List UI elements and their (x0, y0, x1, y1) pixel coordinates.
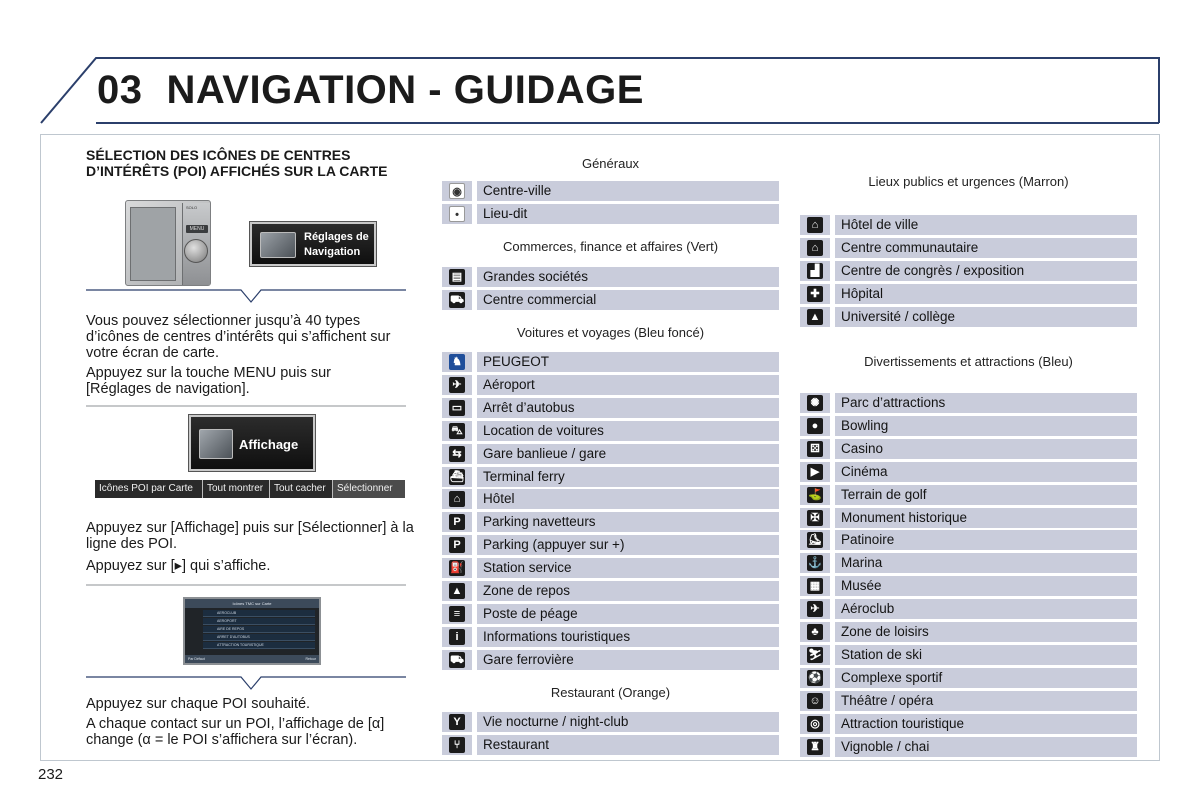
poi-label: Terrain de golf (835, 485, 1137, 505)
select-poi-instruction: Appuyez sur chaque POI souhaité. (86, 696, 311, 712)
amusement-park-icon: ✺ (807, 395, 823, 411)
poi-row (442, 421, 779, 441)
poi-icon-cell (442, 375, 472, 395)
convention-center-icon: ▟ (807, 263, 823, 279)
poi-label: Zone de repos (477, 581, 779, 601)
category-heading: Voitures et voyages (Bleu foncé) (516, 325, 705, 340)
poi-row (800, 462, 1137, 482)
poi-icon-cell (442, 581, 472, 601)
select-button[interactable]: Sélectionner (333, 480, 405, 498)
locality-icon: • (449, 206, 465, 222)
car-rental-icon: ⛍ (449, 423, 465, 439)
museum-icon: ▦ (807, 578, 823, 594)
sports-complex-icon: ⚽ (808, 671, 822, 684)
poi-icon-cell (800, 599, 830, 619)
leisure-area-icon: ♣ (807, 624, 823, 640)
poi-icon-cell (800, 668, 830, 688)
poi-label: Arrêt d’autobus (477, 398, 779, 418)
poi-label: Centre communautaire (835, 238, 1137, 258)
ice-rink-icon: ⛸ (808, 534, 822, 547)
park-ride-icon: P (449, 514, 465, 530)
poi-list-screen-footer (185, 655, 319, 663)
info-icon: i (449, 629, 465, 645)
default-button[interactable]: Par Défaut (188, 657, 205, 661)
poi-label: Aéroport (477, 375, 779, 395)
poi-label: Bowling (835, 416, 1137, 436)
device-top-label: SOLO (186, 205, 198, 210)
poi-row (442, 604, 779, 624)
arrow-instruction-suffix: ] qui s’affiche. (181, 558, 271, 574)
section-title: SÉLECTION DES ICÔNES DE CENTRES D’INTÉRÊTS (POI) AFFICHÉS SUR LA CARTE (86, 147, 388, 179)
poi-row (442, 627, 779, 647)
poi-row (442, 444, 779, 464)
poi-icon-cell (800, 284, 830, 304)
poi-icon-cell (800, 530, 830, 550)
poi-icon-cell (442, 712, 472, 732)
poi-label: Parc d’attractions (835, 393, 1137, 413)
tourist-attraction-icon: ◎ (807, 716, 823, 732)
poi-label: Location de voitures (477, 421, 779, 441)
poi-icon-cell (800, 416, 830, 436)
poi-row (442, 181, 779, 201)
cutlery-icon: ⑂ (449, 737, 465, 753)
bowling-icon: ● (807, 418, 823, 434)
poi-label: Théâtre / opéra (835, 691, 1137, 711)
parking-icon: P (449, 537, 465, 553)
poi-label: PEUGEOT (477, 352, 779, 372)
poi-label: Hôpital (835, 284, 1137, 304)
poi-icon-cell (800, 576, 830, 596)
poi-label: Grandes sociétés (477, 267, 779, 287)
casino-dice-icon: ⚄ (807, 441, 823, 457)
poi-row (442, 558, 779, 578)
poi-row (442, 650, 779, 670)
poi-label: Cinéma (835, 462, 1137, 482)
shopping-cart-icon: ⛟ (450, 293, 464, 306)
nav-settings-button[interactable] (250, 222, 376, 266)
bus-icon: ▭ (449, 400, 465, 416)
device-illustration (125, 200, 211, 286)
poi-label: Station de ski (835, 645, 1137, 665)
railway-station-icon: ⛟ (450, 653, 464, 666)
poi-icon-cell (800, 691, 830, 711)
poi-icon-cell (800, 439, 830, 459)
poi-icon-cell (800, 737, 830, 757)
poi-icon-cell (800, 553, 830, 573)
hide-all-button[interactable]: Tout cacher (270, 480, 333, 498)
poi-label: Centre-ville (477, 181, 779, 201)
poi-row (442, 489, 779, 509)
poi-row (800, 393, 1137, 413)
peugeot-lion-icon: ♞ (449, 354, 465, 370)
poi-icon-cell (800, 462, 830, 482)
poi-icon-cell (800, 508, 830, 528)
city-center-icon: ◉ (449, 183, 465, 199)
poi-icon-cell (442, 512, 472, 532)
poi-label: Patinoire (835, 530, 1137, 550)
hotel-bed-icon: ⌂ (449, 491, 465, 507)
poi-row (800, 485, 1137, 505)
poi-row (800, 622, 1137, 642)
poi-row (800, 737, 1137, 757)
poi-row (442, 290, 779, 310)
poi-row (800, 508, 1137, 528)
poi-icon-cell (800, 622, 830, 642)
poi-list-row[interactable]: AEROCLUB (203, 610, 315, 617)
nav-settings-label-line2: Navigation (304, 246, 361, 258)
intro-paragraph: Vous pouvez sélectionner jusqu’à 40 types d’icônes de centres d’intérêts qui s’affichent sur votre écran de carte. (86, 313, 391, 361)
poi-icon-cell (800, 238, 830, 258)
chapter-title-text: NAVIGATION - GUIDAGE (166, 68, 644, 112)
monument-icon: ✠ (807, 510, 823, 526)
poi-label: Attraction touristique (835, 714, 1137, 734)
poi-icon-cell (442, 489, 472, 509)
poi-icon-cell (800, 261, 830, 281)
poi-list-row[interactable]: ARRET D'AUTOBUS (203, 634, 315, 641)
page-number: 232 (38, 766, 64, 783)
train-station-icon: ⇆ (449, 446, 465, 462)
town-hall-icon: ⌂ (807, 217, 823, 233)
show-all-button[interactable]: Tout montrer (203, 480, 270, 498)
poi-row (442, 512, 779, 532)
theatre-masks-icon: ☺ (807, 693, 823, 709)
poi-label: Gare banlieue / gare (477, 444, 779, 464)
poi-icon-cell (442, 290, 472, 310)
toggle-explanation: A chaque contact sur un POI, l’affichage de [α] change (α = le POI s’affichera sur l’écran). (86, 716, 385, 748)
poi-row (800, 238, 1137, 258)
poi-label: Vie nocturne / night-club (477, 712, 779, 732)
menu-instruction: Appuyez sur la touche MENU puis sur [Réglages de navigation]. (86, 365, 331, 397)
arrow-instruction (86, 558, 406, 574)
poi-icon-cell (442, 650, 472, 670)
poi-icon-cell (800, 645, 830, 665)
poi-icon-cell (442, 558, 472, 578)
graduation-cap-icon: ▲ (807, 309, 823, 325)
poi-icon-cell (800, 393, 830, 413)
divider-1 (86, 288, 406, 304)
poi-row (800, 307, 1137, 327)
poi-label: Marina (835, 553, 1137, 573)
instructions-column (86, 147, 426, 179)
anchor-icon: ⚓ (808, 557, 822, 570)
arrow-instruction-prefix: Appuyez sur [ (86, 558, 175, 574)
poi-icon-cell (800, 307, 830, 327)
cinema-camera-icon: ▶ (807, 464, 823, 480)
poi-label: Zone de loisirs (835, 622, 1137, 642)
poi-list-screen (183, 597, 321, 665)
aeroclub-icon: ✈ (807, 601, 823, 617)
category-heading: Divertissements et attractions (Bleu) (864, 354, 1073, 369)
poi-list-row[interactable]: ATTRACTION TOURISTIQUE (203, 642, 315, 649)
poi-label: Centre commercial (477, 290, 779, 310)
fuel-pump-icon: ⛽ (450, 562, 464, 575)
poi-icon-cell (800, 485, 830, 505)
nav-settings-icon (260, 232, 296, 258)
poi-label: Monument historique (835, 508, 1137, 528)
poi-label: Hôtel de ville (835, 215, 1137, 235)
poi-row (442, 712, 779, 732)
airplane-icon: ✈ (449, 377, 465, 393)
poi-icon-cell (442, 352, 472, 372)
poi-row (442, 267, 779, 287)
rest-area-icon: ▲ (449, 583, 465, 599)
chapter-number: 03 (97, 68, 143, 112)
poi-label: Aéroclub (835, 599, 1137, 619)
poi-label: Lieu-dit (477, 204, 779, 224)
poi-row (800, 714, 1137, 734)
ferry-icon: ⛴ (450, 470, 464, 483)
poi-row (800, 416, 1137, 436)
poi-icon-cell (442, 398, 472, 418)
poi-icon-cell (442, 627, 472, 647)
poi-icon-cell (442, 181, 472, 201)
poi-label: Vignoble / chai (835, 737, 1137, 757)
poi-label: Parking navetteurs (477, 512, 779, 532)
poi-label: Hôtel (477, 489, 779, 509)
poi-row (800, 215, 1137, 235)
category-heading: Commerces, finance et affaires (Vert) (502, 239, 719, 254)
golf-icon: ⛳ (808, 488, 822, 501)
poi-label: Musée (835, 576, 1137, 596)
poi-icon-cell (800, 215, 830, 235)
poi-list-row[interactable]: AEROPORT (203, 618, 315, 625)
chapter-title (97, 68, 644, 113)
wine-bottle-icon: ♜ (807, 739, 823, 755)
poi-row (800, 530, 1137, 550)
poi-icon-cell (442, 535, 472, 555)
poi-row (800, 576, 1137, 596)
poi-label: Terminal ferry (477, 467, 779, 487)
poi-label: Centre de congrès / exposition (835, 261, 1137, 281)
affichage-label: Affichage (239, 437, 299, 452)
poi-icon-cell (442, 735, 472, 755)
poi-icon-cell (442, 604, 472, 624)
poi-label: Gare ferrovière (477, 650, 779, 670)
poi-icon-cell (442, 267, 472, 287)
poi-row (800, 668, 1137, 688)
poi-row (800, 645, 1137, 665)
poi-row (442, 535, 779, 555)
poi-row (442, 467, 779, 487)
category-heading: Lieux publics et urgences (Marron) (868, 174, 1069, 189)
poi-row (442, 581, 779, 601)
ski-icon: ⛷ (808, 648, 822, 661)
affichage-instruction: Appuyez sur [Affichage] puis sur [Sélectionner] à la ligne des POI. (86, 520, 414, 552)
poi-row (800, 599, 1137, 619)
category-heading: Restaurant (Orange) (550, 685, 671, 700)
poi-bar-label: Icônes POI par Carte (95, 480, 203, 498)
poi-label: Informations touristiques (477, 627, 779, 647)
hospital-icon: ✚ (807, 286, 823, 302)
cocktail-icon: Y (449, 714, 465, 730)
poi-row (442, 398, 779, 418)
back-button[interactable]: Retour (305, 657, 316, 661)
poi-row (442, 204, 779, 224)
device-screen (130, 207, 176, 281)
poi-label: Poste de péage (477, 604, 779, 624)
poi-row (800, 439, 1137, 459)
poi-row (800, 261, 1137, 281)
poi-label: Complexe sportif (835, 668, 1137, 688)
poi-label: Restaurant (477, 735, 779, 755)
poi-row (442, 352, 779, 372)
poi-label: Station service (477, 558, 779, 578)
device-knob (184, 239, 208, 263)
nav-settings-label-line1: Réglages de (304, 231, 369, 243)
community-center-icon: ⌂ (807, 240, 823, 256)
poi-row (442, 375, 779, 395)
poi-icon-cell (800, 714, 830, 734)
poi-row (800, 284, 1137, 304)
poi-settings-bar (95, 480, 405, 498)
category-heading: Généraux (581, 156, 640, 171)
poi-label: Université / collège (835, 307, 1137, 327)
poi-label: Casino (835, 439, 1137, 459)
poi-list-screen-title: Icônes TMC sur Carte (185, 599, 319, 608)
affichage-button[interactable] (189, 415, 315, 471)
poi-icon-cell (442, 444, 472, 464)
poi-row (442, 735, 779, 755)
poi-list-row[interactable]: AIRE DE REPOS (203, 626, 315, 633)
device-menu-button: MENU (186, 225, 208, 233)
company-icon: ▤ (449, 269, 465, 285)
affichage-icon (199, 429, 233, 459)
poi-label: Parking (appuyer sur +) (477, 535, 779, 555)
poi-icon-cell (442, 467, 472, 487)
divider-4 (86, 675, 406, 691)
poi-icon-cell (442, 204, 472, 224)
poi-row (800, 553, 1137, 573)
toll-icon: ≡ (449, 606, 465, 622)
poi-icon-cell (442, 421, 472, 441)
arrow-right-icon: ▸ (174, 558, 182, 574)
poi-row (800, 691, 1137, 711)
